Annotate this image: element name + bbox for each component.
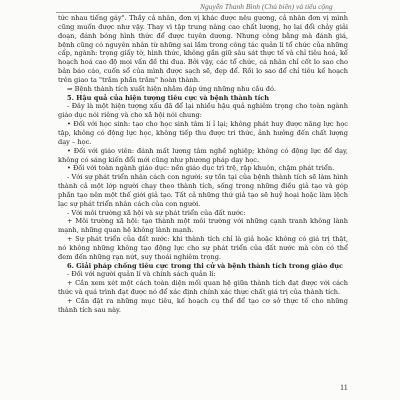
page-body (58, 14, 348, 315)
section-heading: 6. Giải pháp chống tiêu cực trong thi cử và bệnh thành tích trong giáo dục (67, 261, 344, 270)
paragraph: • Đối với toàn ngành giáo dục: nền giáo dục trì trệ, rập khuôn, chậm phát triển. (67, 164, 335, 173)
header-divider (56, 12, 346, 13)
paragraph: + Môi trường xã hội: tạo thành một môi trường với những cạnh tranh không lành mạnh, những quan hệ không lành mạnh. (58, 217, 348, 235)
running-header: Nguyễn Thanh Bình (Chủ biên) và tiểu cộng (200, 2, 333, 11)
paragraph: - Đối với người quản lí và chính sách quản lí: (67, 270, 216, 279)
paragraph: + Sự phát triển của đất nước: khi thành tích chỉ là giả hoặc không có giá trị thật, nó không những không tạo động lực cho sự phát triển của đất nước mà còn có thể đem đến những rạn nứt, suy thoái nghiêm trọng. (58, 235, 348, 261)
page-number: 11 (340, 383, 348, 392)
paragraph: + Cần xem xét một cách toàn diện mối quan hệ giữa thành tích đạt được với cách thức và quá trình đạt được nó để xác định chính xác thực chất giá trị của thành tích. (58, 279, 348, 297)
section-heading: 5. Hậu quả của hiện tượng tiêu cực và bệnh thành tích (67, 93, 270, 102)
paragraph: tức nhau tiếng gáy". Thầy cả nhân, đơn vị khác được nêu gương, cả nhân đơn vị mình cũng muốn được như vậy. Thay vì tập trung nâng cao chất lượng, họ lại đổi chảy giải đoạn, đánh bóng hình thức để được tuyên dương. Nhưng công bằng mà đánh giá, bệnh cũng có nguyên nhân từ những sai lầm trong công tác quản lí tổ chức của những cấp, ngành: trọng giấy tờ, hình thức, không gắn giữ sâu sát thực tế và chỉ tiêu hoá, kế hoạch hoá cao độ mọi vấn đề thi đua. Bởi vậy, các tổ chức, cá nhân chỉ cốt lo sao cho bản báo cáo, cuốn sổ của mình được sạch sẽ, đẹp để. Rồi lo sao để chỉ tiêu kế hoạch trên giao ta "trăm phần trăm" hoàn thành. (58, 14, 348, 84)
paragraph: - Với môi trường xã hội và sự phát triển của đất nước: (67, 208, 246, 217)
paragraph: + Cần đặt ra những mục tiêu, kế hoạch cụ thể để tạo cơ sở thực tế cho những thành tích sau này. (58, 297, 348, 314)
paragraph: • Đối với giáo viên: đánh mất lương tâm nghề nghiệp; không có động lực để dạy, không có sáng kiến đổi mới cũng như phương pháp dạy học. (58, 146, 348, 164)
paragraph: ⇒ Bệnh thành tích xuất hiện nhằm đáp ứng những nhu cầu đó. (67, 84, 276, 93)
paragraph: - Đây là một hiện tượng xấu đã để lại nhiều hậu quả nghiêm trọng cho toàn ngành giáo dục nói riêng và cho xã hội nói chung: (58, 102, 348, 120)
paragraph: - Với sự phát triển nhân cách con người: sự tồn tại của bệnh thành tích sẽ làm hình thành cả một lớp người chạy theo thành tích, sống trong những điều giả tạo và góp phần tạo nên một thế giới giả tạo. Tất cả những thứ giả tạo sẽ huỷ hoại hoặc làm lệch lạc sự phát triển nhân cách của con người. (58, 173, 348, 208)
paragraph: • Đối với học sinh: tạo cho học sinh tâm lí ỉ lại; không phát huy được năng lực học tập, không có động lực học, không tiếp thu được tri thức, ảnh hưởng đến chất lượng dạy – học. (58, 120, 348, 146)
